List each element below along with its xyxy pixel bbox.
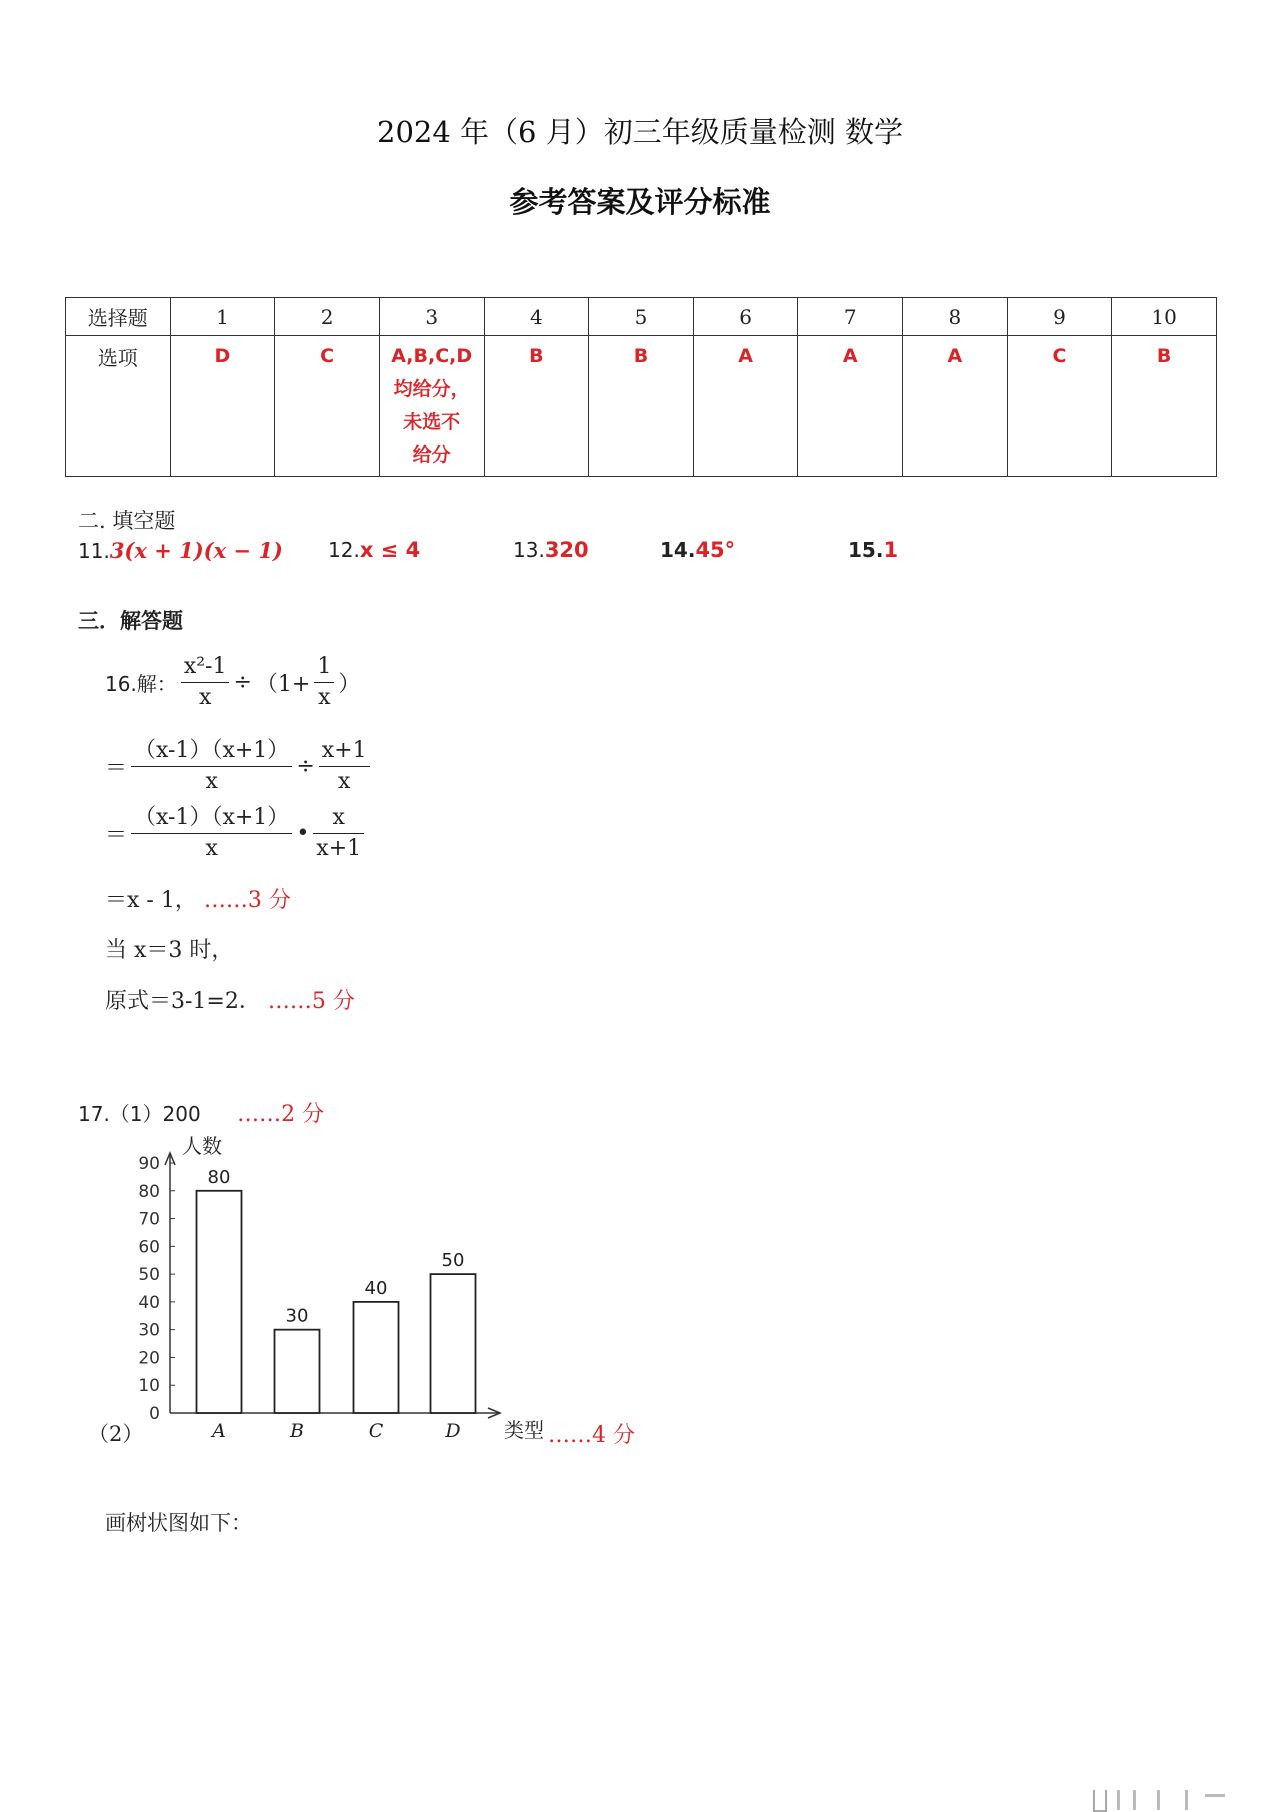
- x-tick-label: C: [368, 1420, 384, 1442]
- q16-expression: [105, 652, 360, 713]
- fill-number: 12.: [328, 538, 360, 562]
- y-tick-label: 90: [138, 1154, 160, 1174]
- fraction: [313, 803, 364, 864]
- bar: [354, 1302, 399, 1413]
- q16-result-text: ＝x - 1，: [105, 888, 197, 913]
- y-tick-label: 70: [138, 1209, 160, 1230]
- y-axis-label: 人数: [182, 1135, 222, 1158]
- equals-sign: ＝: [105, 756, 128, 781]
- bar: [197, 1191, 242, 1413]
- y-tick-label: 20: [138, 1348, 160, 1369]
- data-label: 40: [364, 1277, 388, 1299]
- question-number: 7: [798, 298, 903, 336]
- y-tick-label: 0: [149, 1404, 160, 1424]
- answer-3-line: 未选不: [403, 411, 461, 433]
- q16-label: 16.解：: [105, 672, 177, 696]
- answer-cell: A: [903, 336, 1008, 477]
- data-label: 50: [441, 1250, 465, 1272]
- question-number: 5: [589, 298, 694, 336]
- fraction-numerator: x: [313, 803, 364, 834]
- answer-cell: A: [798, 336, 903, 477]
- y-tick-label: 10: [138, 1376, 160, 1397]
- fill-answer: 1: [883, 538, 899, 562]
- fill-item-11: [78, 538, 283, 563]
- fraction-denominator: x: [205, 836, 218, 861]
- fill-item-12: [328, 538, 420, 562]
- data-label: 30: [285, 1305, 309, 1327]
- question-number: 8: [903, 298, 1008, 336]
- answer-cell: B: [1112, 336, 1217, 477]
- y-tick-label: 50: [138, 1265, 160, 1286]
- answer-cell-3: [379, 336, 484, 477]
- paren-close: ）: [338, 672, 361, 697]
- answer-cell: B: [589, 336, 694, 477]
- answer-cell: B: [484, 336, 589, 477]
- answer-3-line: 均给分，: [393, 378, 470, 400]
- question-number: 10: [1112, 298, 1217, 336]
- fill-item-14: [660, 538, 735, 562]
- row-option-label: 选项: [66, 336, 171, 477]
- q17-part2-label: （2）: [88, 1422, 144, 1446]
- fraction: [319, 736, 370, 797]
- table-header-row: [66, 298, 1217, 336]
- y-tick-label: 40: [138, 1292, 160, 1313]
- equals-sign: ＝: [105, 823, 128, 848]
- fill-number: 15.: [848, 538, 884, 562]
- cropped-bottom-edge: [1085, 1790, 1245, 1810]
- fraction-numerator: （x-1）（x+1）: [131, 803, 292, 834]
- fill-number: 14.: [660, 538, 696, 562]
- score-marker: ……5 分: [267, 989, 355, 1014]
- page-title: 2024 年（6 月）初三年级质量检测 数学: [377, 115, 903, 149]
- fraction-numerator: x+1: [319, 736, 370, 767]
- fraction-denominator: x: [198, 685, 212, 710]
- data-label: 80: [207, 1166, 231, 1188]
- fill-answer: 320: [544, 538, 589, 562]
- y-tick-label: 80: [138, 1181, 160, 1202]
- q16-when: 当 x＝3 时，: [105, 938, 234, 963]
- fill-section-heading: 二. 填空题: [78, 509, 176, 533]
- bar: [275, 1330, 320, 1413]
- fraction: [181, 652, 230, 713]
- fill-number: 11.: [78, 539, 110, 563]
- fraction-denominator: x+1: [316, 836, 362, 861]
- q16-step-2: [105, 736, 370, 797]
- x-tick-label: B: [290, 1420, 304, 1442]
- page-subtitle: 参考答案及评分标准: [509, 185, 771, 219]
- row-header-label: 选择题: [66, 298, 171, 336]
- question-number: 9: [1007, 298, 1112, 336]
- divide-sign: ÷: [233, 670, 252, 695]
- fraction: [131, 803, 292, 864]
- q16-final: [105, 984, 355, 1015]
- answer-cell: D: [170, 336, 275, 477]
- score-marker: ……2 分: [237, 1102, 325, 1127]
- q16-result: [105, 883, 291, 914]
- solve-section-heading: 三．解答题: [78, 608, 183, 633]
- x-tick-label: A: [212, 1420, 226, 1442]
- bar: [431, 1274, 476, 1413]
- fill-answer: 3(x + 1)(x − 1): [109, 538, 283, 563]
- bar-chart: [120, 1135, 640, 1455]
- x-axis-label: 类型: [504, 1418, 544, 1442]
- fraction-numerator: x²-1: [181, 652, 230, 683]
- fraction-numerator: 1: [314, 652, 334, 683]
- answer-3-line: 给分: [412, 444, 451, 466]
- answer-cell: C: [1007, 336, 1112, 477]
- q17-part1: [78, 1097, 324, 1128]
- score-marker: ……3 分: [203, 888, 291, 913]
- question-number: 2: [275, 298, 380, 336]
- x-tick-label: D: [445, 1420, 461, 1442]
- fill-number: 13.: [513, 538, 545, 562]
- fraction-numerator: （x-1）（x+1）: [131, 736, 292, 767]
- answer-cell: C: [275, 336, 380, 477]
- y-tick-label: 60: [138, 1237, 160, 1258]
- answer-3-line: A,B,C,D: [391, 345, 473, 367]
- paren-open: （1+: [255, 672, 311, 697]
- answer-cell: A: [693, 336, 798, 477]
- multiply-dot: •: [296, 821, 310, 846]
- fill-item-13: [513, 538, 589, 562]
- question-number: 1: [170, 298, 275, 336]
- fraction: [131, 736, 292, 797]
- fill-item-15: [848, 538, 898, 562]
- y-tick-label: 30: [138, 1320, 160, 1341]
- fraction: [314, 652, 334, 713]
- fraction-denominator: x: [205, 769, 218, 794]
- fill-answer: x ≤ 4: [359, 538, 421, 562]
- fraction-denominator: x: [318, 685, 331, 710]
- tree-caption: 画树状图如下：: [105, 1511, 252, 1535]
- q16-step-3: [105, 803, 364, 864]
- q17-part1-text: 17.（1）200: [78, 1102, 201, 1126]
- divide-sign: ÷: [296, 754, 315, 779]
- fraction-denominator: x: [337, 769, 351, 794]
- question-number: 6: [693, 298, 798, 336]
- choice-answer-table: [65, 297, 1217, 477]
- question-number: 4: [484, 298, 589, 336]
- question-number: 3: [379, 298, 484, 336]
- fill-answer: 45°: [695, 538, 736, 562]
- score-marker: ……4 分: [548, 1423, 635, 1448]
- table-answer-row: [66, 336, 1217, 477]
- q16-final-text: 原式＝3-1=2．: [105, 989, 261, 1014]
